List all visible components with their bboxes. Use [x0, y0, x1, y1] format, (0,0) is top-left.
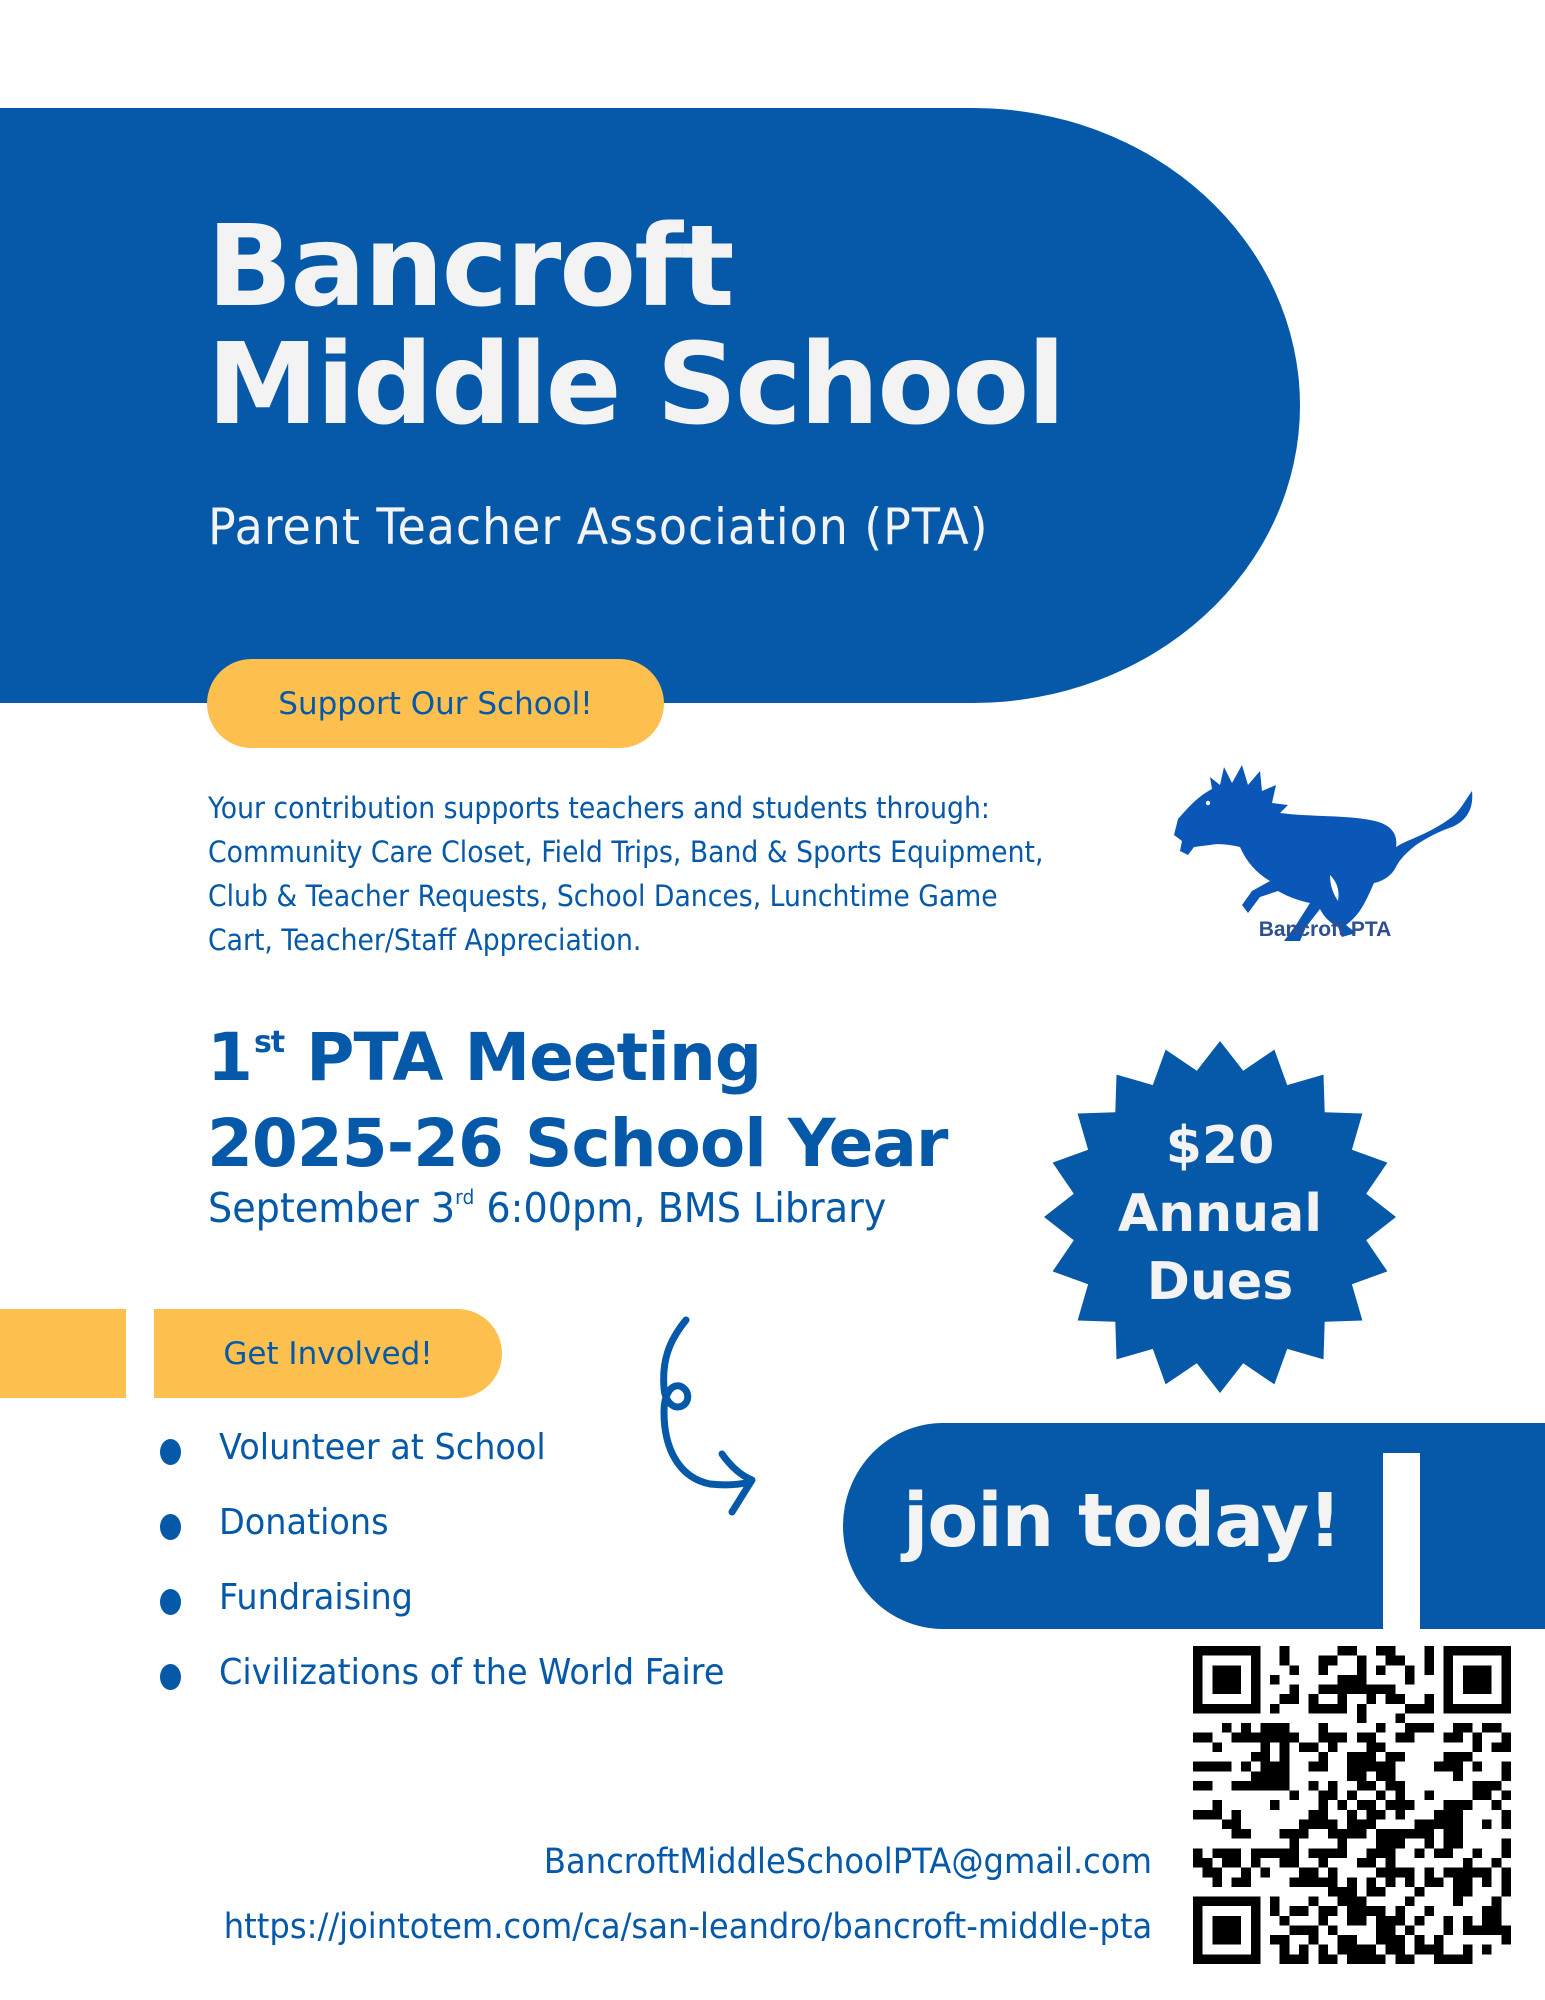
meeting-ordinal: 1	[207, 1019, 252, 1096]
join-today-label[interactable]: join today!	[903, 1478, 1341, 1564]
bullet-icon	[160, 1439, 181, 1465]
list-item: Civilizations of the World Faire	[160, 1635, 762, 1710]
get-involved-label: Get Involved!	[154, 1309, 502, 1398]
school-year: 2025-26 School Year	[207, 1105, 948, 1182]
bullet-icon	[160, 1664, 181, 1690]
meeting-ordinal-suffix: st	[253, 1025, 285, 1060]
meeting-date: September 3	[208, 1184, 456, 1232]
dues-line3: Dues	[1146, 1252, 1294, 1312]
contact-email-link[interactable]: BancroftMiddleSchoolPTA@gmail.com	[543, 1842, 1152, 1882]
bullet-icon	[160, 1589, 181, 1615]
support-our-school-label: Support Our School!	[207, 659, 664, 748]
divider-bar	[1383, 1453, 1420, 1629]
list-item: Fundraising	[160, 1560, 762, 1635]
dues-amount: $20	[1165, 1116, 1275, 1176]
bullet-icon	[160, 1514, 181, 1540]
school-name-line2: Middle School	[207, 320, 1064, 450]
list-item: Donations	[160, 1485, 762, 1560]
membership-url-link[interactable]: https://jointotem.com/ca/san-leandro/bancroft-middle-pta	[223, 1907, 1152, 1947]
school-name-line1: Bancroft	[207, 202, 733, 332]
organization-subtitle: Parent Teacher Association (PTA)	[208, 498, 989, 556]
meeting-heading	[207, 1000, 947, 1187]
annual-dues-badge	[1044, 1112, 1396, 1316]
meeting-time-location: 6:00pm, BMS Library	[486, 1184, 887, 1232]
curly-arrow-icon	[650, 1300, 820, 1520]
meeting-details	[208, 1184, 886, 1232]
contribution-description: Your contribution supports teachers and students through: Community Care Closet, Field Trips, Band & Sports Equipment, Club & Teacher Requests, School Dances, Lunchtime Game Cart, Teacher/Staff Appreciation.	[208, 791, 1044, 957]
meeting-title: PTA Meeting	[306, 1019, 762, 1096]
school-name	[207, 202, 1064, 450]
meeting-date-suffix: rd	[455, 1185, 475, 1209]
get-involved-accent	[0, 1309, 126, 1398]
list-item: Volunteer at School	[160, 1410, 762, 1485]
dues-line2: Annual	[1117, 1184, 1323, 1244]
qr-code-icon[interactable]	[1193, 1646, 1511, 1964]
logo-caption: Bancroft PTA	[1258, 918, 1392, 941]
